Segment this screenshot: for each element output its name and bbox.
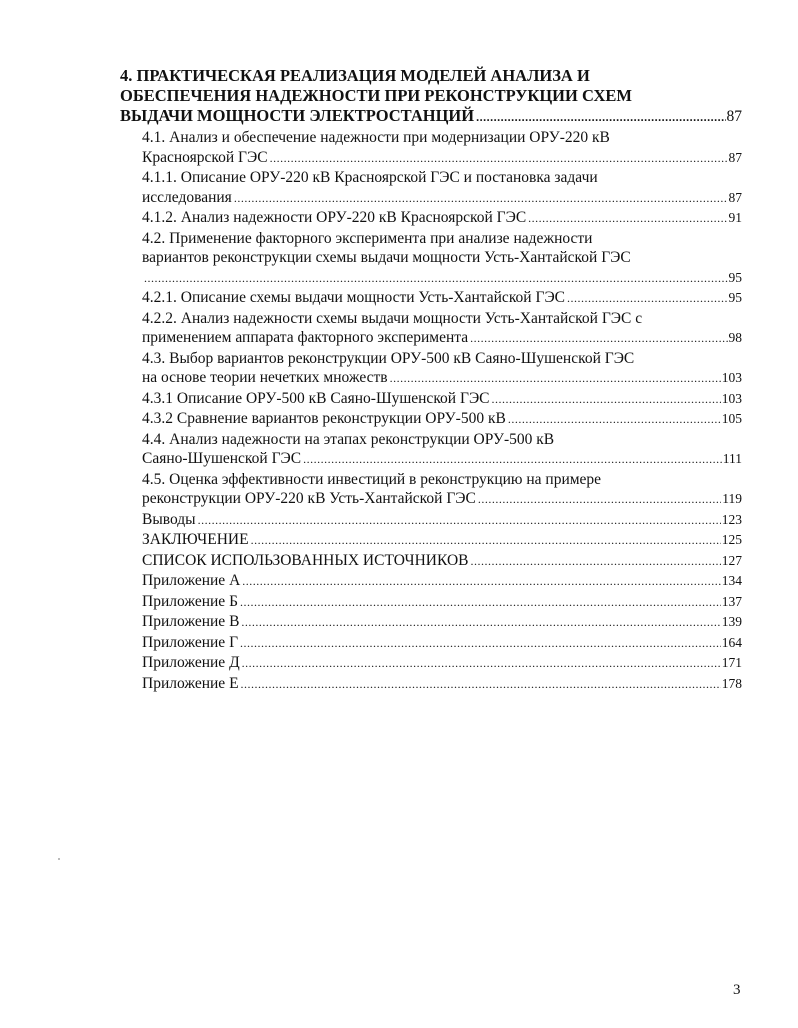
toc-entry-page: 103 [721, 390, 742, 406]
dot-leader [242, 572, 720, 592]
toc-entry-line-2 [142, 328, 742, 349]
toc-entry-text: Выводы [142, 510, 196, 528]
toc-entry-line-1 [142, 674, 742, 695]
toc-entry-text: исследования [142, 188, 232, 206]
chapter-title-line-3 [120, 106, 742, 127]
toc-entry-4-2-2 [142, 309, 742, 349]
toc-entry-4-3-1 [142, 389, 742, 410]
chapter-page-number: 87 [726, 108, 742, 125]
toc-entry-4-2 [142, 229, 742, 289]
dot-leader [508, 410, 721, 430]
dot-leader [492, 390, 721, 410]
toc-entry-line-1: 4.4. Анализ надежности на этапах реконструкции ОРУ-500 кВ [142, 430, 555, 448]
toc-entry-line-2 [142, 368, 742, 389]
toc-entry-line-1: 4.1. Анализ и обеспечение надежности при модернизации ОРУ-220 кВ [142, 129, 610, 146]
toc-entry-references [142, 551, 742, 572]
toc-entry-4-2-1 [142, 288, 742, 309]
toc-entry-text: ЗАКЛЮЧЕНИЕ [142, 531, 249, 548]
toc-entry-line-3 [142, 268, 742, 289]
toc-entry-4-1-2 [142, 208, 742, 229]
toc-entry-page: 111 [722, 451, 742, 466]
toc-entry-line-2 [142, 188, 742, 209]
toc-entry-4-1 [142, 128, 742, 168]
table-of-contents [120, 66, 742, 694]
toc-entry-line-1 [142, 510, 742, 531]
toc-entry-4-4 [142, 430, 742, 470]
toc-entry-text: на основе теории нечетких множеств [142, 369, 388, 386]
toc-entry-text: Красноярской ГЭС [142, 148, 268, 166]
toc-entry-page: 103 [721, 370, 742, 385]
dot-leader [144, 269, 728, 289]
toc-entry-line-1: 4.2.2. Анализ надежности схемы выдачи мощности Усть-Хантайской ГЭС с [142, 309, 643, 327]
toc-entry-line-1 [142, 592, 742, 613]
toc-entry-page: 95 [728, 269, 742, 285]
toc-entry-line-1 [142, 288, 742, 309]
dot-leader [251, 531, 721, 551]
page-number: 3 [733, 982, 741, 998]
toc-entry-page: 137 [721, 593, 742, 609]
toc-entry-text: Приложение А [142, 572, 241, 589]
toc-entry-conclusion [142, 530, 742, 551]
toc-entry-page: 87 [728, 189, 742, 205]
dot-leader [198, 511, 721, 531]
toc-entry-line-1: 4.1.1. Описание ОРУ-220 кВ Красноярской ГЭС и постановка задачи [142, 169, 598, 186]
toc-entry-page: 164 [721, 634, 742, 650]
toc-entry-page: 134 [721, 573, 742, 588]
toc-entry-4-1-1 [142, 168, 742, 208]
toc-entry-text: 4.1.2. Анализ надежности ОРУ-220 кВ Красноярской ГЭС [142, 209, 527, 226]
toc-entry-conclusions [142, 510, 742, 531]
toc-entry-line-2 [142, 148, 742, 169]
scan-speck [58, 858, 60, 860]
toc-entry-page: 123 [721, 511, 742, 527]
toc-entry-text: Саяно-Шушенской ГЭС [142, 450, 302, 467]
toc-entry-text: Приложение Д [142, 654, 240, 671]
toc-entry-line-1 [142, 409, 742, 430]
dot-leader [567, 289, 727, 309]
dot-leader [390, 369, 721, 389]
dot-leader [478, 490, 721, 510]
dot-leader [242, 654, 721, 674]
chapter-title-line-3-text: ВЫДАЧИ МОЩНОСТИ ЭЛЕКТРОСТАНЦИЙ [120, 106, 475, 125]
toc-entry-page: 119 [722, 491, 742, 506]
toc-entry-page: 139 [721, 614, 742, 629]
toc-entry-line-1 [142, 653, 742, 674]
toc-entry-appendix-b [142, 592, 742, 613]
toc-entry-line-1: 4.5. Оценка эффективности инвестиций в реконструкцию на примере [142, 470, 602, 488]
dot-leader [234, 189, 728, 209]
toc-entry-line-2: вариантов реконструкции схемы выдачи мощности Усть-Хантайской ГЭС [142, 249, 631, 266]
dot-leader [470, 552, 720, 572]
toc-entry-4-3-2 [142, 409, 742, 430]
chapter-title-line-1: 4. ПРАКТИЧЕСКАЯ РЕАЛИЗАЦИЯ МОДЕЛЕЙ АНАЛИЗА И [120, 66, 590, 85]
toc-chapter-4 [120, 66, 742, 127]
toc-entry-line-1: 4.2. Применение факторного эксперимента при анализе надежности [142, 229, 593, 247]
dot-leader [240, 593, 721, 613]
toc-entry-line-2 [142, 489, 742, 510]
dot-leader [270, 149, 728, 169]
toc-entry-appendix-e [142, 674, 742, 695]
toc-entry-line-1 [142, 571, 742, 592]
toc-entry-line-1 [142, 551, 742, 572]
dot-leader [241, 613, 720, 633]
toc-entry-page: 98 [728, 330, 742, 345]
toc-entry-line-1 [142, 633, 742, 654]
toc-entry-page: 91 [728, 210, 742, 225]
toc-entry-4-5 [142, 470, 742, 510]
toc-entry-text: Приложение В [142, 613, 240, 630]
toc-entry-line-1 [142, 612, 742, 633]
toc-entry-line-1 [142, 389, 742, 410]
toc-entry-line-1 [142, 530, 742, 551]
toc-entry-line-1 [142, 208, 742, 229]
toc-entry-text: Приложение Г [142, 633, 239, 651]
toc-entry-text: 4.3.1 Описание ОРУ-500 кВ Саяно-Шушенской ГЭС [142, 389, 490, 407]
toc-entry-appendix-v [142, 612, 742, 633]
toc-entry-text: 4.2.1. Описание схемы выдачи мощности Усть-Хантайской ГЭС [142, 289, 566, 306]
chapter-title-line-2: ОБЕСПЕЧЕНИЯ НАДЕЖНОСТИ ПРИ РЕКОНСТРУКЦИИ СХЕМ [120, 86, 632, 105]
toc-entry-page: 171 [721, 655, 742, 670]
toc-entry-line-1: 4.3. Выбор вариантов реконструкции ОРУ-500 кВ Саяно-Шушенской ГЭС [142, 349, 635, 367]
dot-leader [303, 450, 722, 470]
toc-entry-appendix-d [142, 653, 742, 674]
toc-entry-text: реконструкции ОРУ-220 кВ Усть-Хантайской ГЭС [142, 490, 476, 507]
dot-leader [528, 209, 727, 229]
dot-leader [470, 329, 727, 349]
toc-entry-page: 95 [728, 290, 742, 305]
toc-entry-appendix-g [142, 633, 742, 654]
dot-leader [240, 634, 721, 654]
toc-entry-text: Приложение Б [142, 592, 238, 610]
toc-entry-text: 4.3.2 Сравнение вариантов реконструкции ОРУ-500 кВ [142, 410, 506, 427]
toc-entry-page: 105 [721, 411, 742, 426]
toc-entry-appendix-a [142, 571, 742, 592]
toc-entry-page: 125 [721, 532, 742, 547]
toc-entry-line-2 [142, 449, 742, 470]
toc-entry-text: СПИСОК ИСПОЛЬЗОВАННЫХ ИСТОЧНИКОВ [142, 551, 469, 569]
toc-entry-text: применением аппарата факторного эксперимента [142, 329, 469, 346]
toc-entry-page: 178 [721, 675, 742, 691]
dot-leader [476, 107, 725, 127]
dot-leader [241, 675, 721, 695]
toc-entry-page: 127 [721, 552, 742, 568]
toc-entry-page: 87 [728, 149, 742, 165]
toc-entry-text: Приложение Е [142, 674, 239, 692]
toc-entry-4-3 [142, 349, 742, 389]
